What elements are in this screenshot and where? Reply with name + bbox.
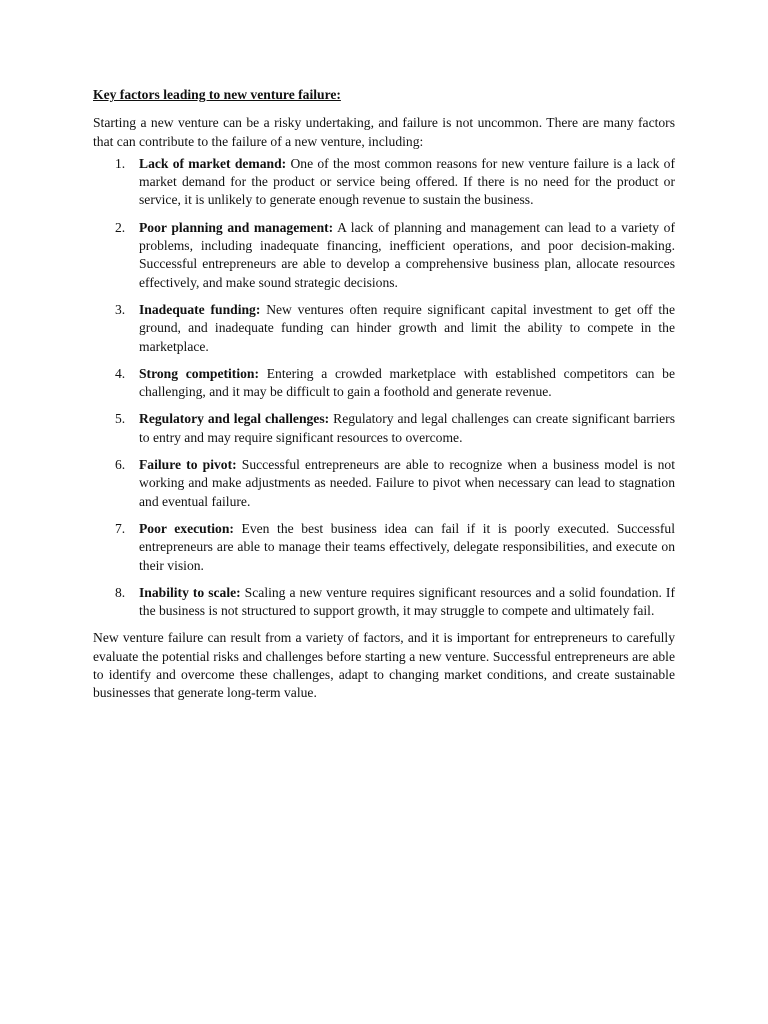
factor-item — [93, 410, 675, 447]
factor-text: One of the most common reasons for new venture failure is a lack of market demand for the product or service being offered. If there is no need for the product or service, it is unlikely to generate enough revenue to sustain the business. — [139, 155, 675, 208]
factor-number: 2. — [115, 219, 126, 235]
factor-text: Regulatory and legal challenges can create significant barriers to entry and may require significant resources to overcome. — [139, 411, 675, 445]
factor-number: 5. — [115, 411, 126, 427]
factor-term: Strong competition: — [139, 365, 259, 381]
intro-paragraph: Starting a new venture can be a risky undertaking, and failure is not uncommon. There are many factors that can contribute to the failure of a new venture, including: — [93, 115, 675, 149]
factor-term: Poor execution: — [139, 520, 234, 536]
factor-term: Poor planning and management: — [139, 219, 334, 235]
factor-number: 8. — [115, 584, 126, 600]
conclusion-paragraph: New venture failure can result from a variety of factors, and it is important for entrepreneurs to carefully evaluate the potential risks and challenges before starting a new venture. Successful entrepreneurs are able to identify and overcome these challenges, adapt to changing market conditions, and create sustainable businesses that generate long-term value. — [93, 630, 675, 701]
factor-item — [93, 520, 675, 575]
factor-number: 3. — [115, 301, 126, 317]
factor-number: 6. — [115, 457, 126, 473]
factor-text: Entering a crowded marketplace with established competitors can be challenging, and it may be difficult to gain a foothold and generate revenue. — [139, 365, 675, 400]
factor-number: 1. — [115, 155, 126, 171]
factor-text: A lack of planning and management can lead to a variety of problems, including inadequate financing, inefficient operations, and poor decision-making. Successful entrepreneurs are able to develop a comprehensive business plan, allocate resources effectively, and make sound strategic decisions. — [139, 219, 676, 290]
factor-item — [93, 219, 675, 292]
factor-term: Inability to scale: — [139, 584, 241, 600]
factor-item — [93, 155, 675, 210]
factor-list — [93, 155, 675, 621]
factor-text: Even the best business idea can fail if it is poorly executed. Successful entrepreneurs are able to manage their teams effectively, delegate responsibilities, and execute on their vision. — [139, 520, 676, 573]
factor-item — [93, 584, 675, 621]
factor-item — [93, 301, 675, 356]
document-page — [93, 86, 675, 703]
factor-number: 4. — [115, 365, 126, 381]
factor-text: New ventures often require significant capital investment to get off the ground, and inadequate funding can hinder growth and limit the ability to compete in the marketplace. — [139, 301, 675, 354]
factor-term: Regulatory and legal challenges: — [139, 411, 330, 427]
factor-item — [93, 365, 675, 402]
factor-term: Failure to pivot: — [139, 457, 237, 473]
factor-term: Lack of market demand: — [139, 155, 287, 171]
document-heading: Key factors leading to new venture failure: — [93, 87, 341, 102]
factor-item — [93, 456, 675, 511]
factor-term: Inadequate funding: — [139, 301, 261, 317]
factor-text: Successful entrepreneurs are able to recognize when a business model is not working and make adjustments as needed. Failure to pivot when necessary can lead to stagnation and eventual failure. — [139, 457, 675, 509]
factor-text: Scaling a new venture requires significant resources and a solid foundation. If the business is not structured to support growth, it may struggle to compete and ultimately fail. — [139, 584, 675, 619]
factor-number: 7. — [115, 520, 126, 536]
